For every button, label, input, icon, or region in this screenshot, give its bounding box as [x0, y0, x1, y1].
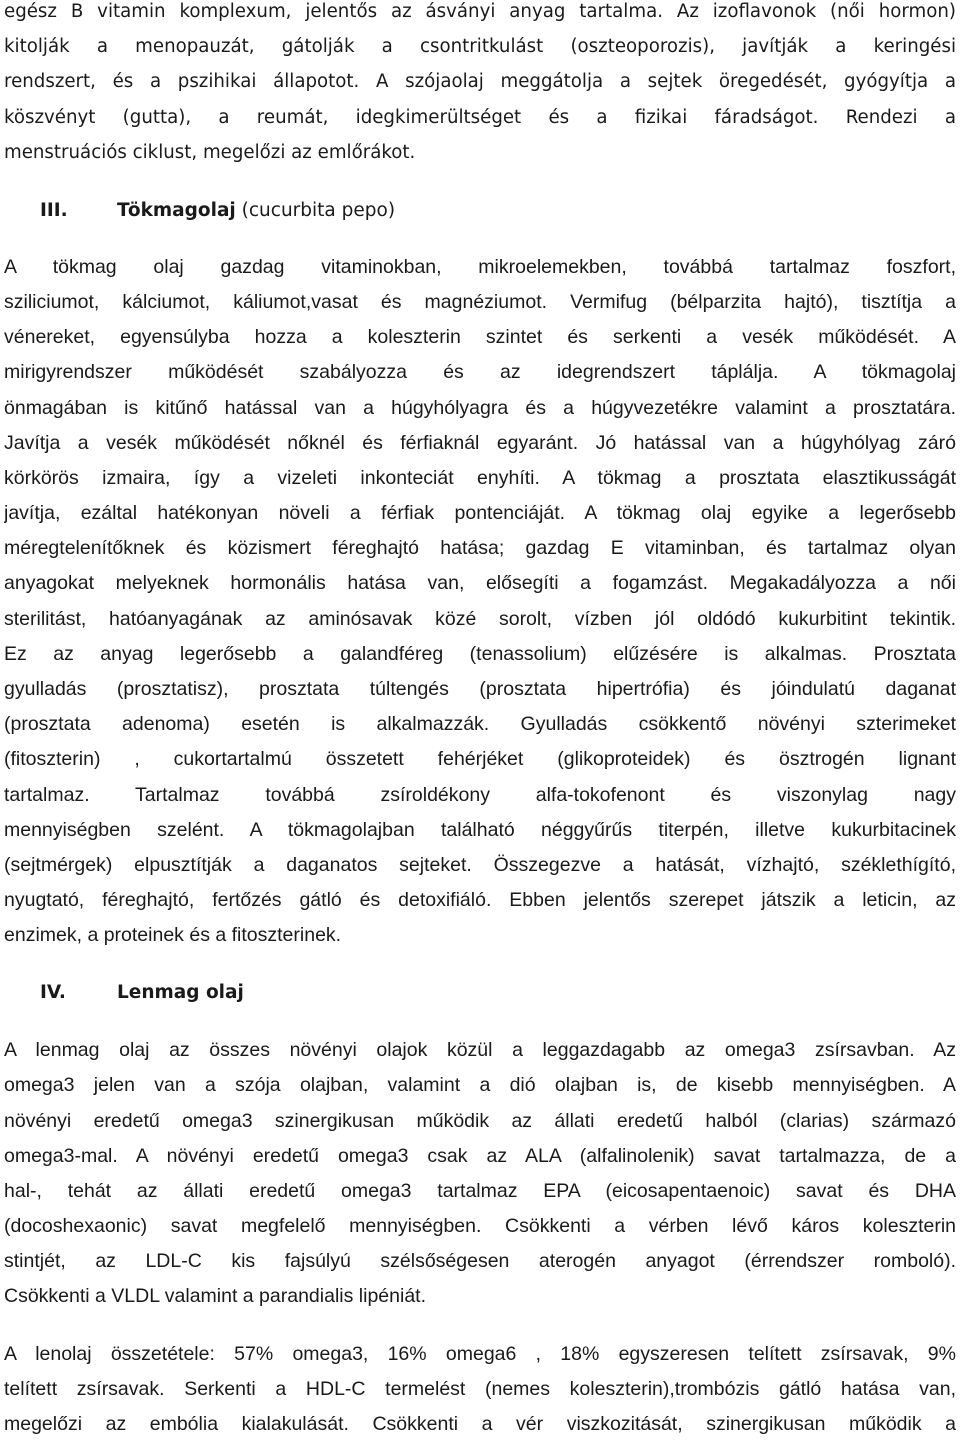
text-line: mennyiségben szelént. A tökmagolajban található néggyűrűs titerpén, illetve kukurbitacinek [4, 819, 956, 841]
section-title-rest: (cucurbita pepo) [235, 200, 396, 221]
text-line: Javítja a vesék működését nőknél és férfiaknál egyaránt. Jó hatással van a húgyhólyag záró [4, 432, 956, 454]
text-line: körkörös izmaira, így a vizeleti inkonteciát enyhíti. A tökmag a prosztata elasztikusságát [4, 467, 956, 489]
text-line: (fitoszterin) , cukortartalmú összetett fehérjéket (glikoproteidek) és ösztrogén lignant [4, 748, 956, 770]
text-line: (docoshexaonic) savat megfelelő mennyiségben. Csökkenti a vérben lévő káros koleszterin [4, 1215, 956, 1237]
text-line: (prosztata adenoma) esetén is alkalmazzák. Gyulladás csökkentő növényi szterimeket [4, 713, 956, 735]
text-line: sterilitást, hatóanyagának az aminósavak közé sorolt, vízben jól oldódó kukurbitint tekintik. [4, 608, 956, 630]
text-line: A lenolaj összetétele: 57% omega3, 16% omega6 , 18% egyszeresen telített zsírsavak, 9% [4, 1343, 956, 1365]
text-line: önmagában is kitűnő hatással van a húgyhólyagra és a húgyvezetékre valamint a prosztatára. [4, 397, 956, 419]
section-title-bold: Tökmagolaj [117, 200, 236, 221]
text-line: rendszert, és a pszihikai állapotot. A szójaolaj meggátolja a sejtek öregedését, gyógyítja a [4, 71, 956, 92]
text-line: (sejtmérgek) elpusztítják a daganatos sejteket. Összegezve a hatását, vízhajtó, széklethígító, [4, 854, 956, 876]
text-line: növényi eredetű omega3 szinergikusan működik az állati eredetű halból (clarias) származó [4, 1110, 956, 1132]
text-line: enzimek, a proteinek és a fitoszterinek. [4, 924, 342, 946]
text-line: anyagokat melyeknek hormonális hatása van, elősegíti a fogamzást. Megakadályozza a női [4, 572, 956, 594]
text-line: Csökkenti a VLDL valamint a parandialis lipéniát. [4, 1285, 427, 1307]
text-line: telített zsírsavak. Serkenti a HDL-C termelést (nemes koleszterin),trombózis gátló hatása van, [4, 1378, 956, 1400]
text-line: A lenmag olaj az összes növényi olajok közül a leggazdagabb az omega3 zsírsavban. Az [4, 1039, 956, 1061]
text-line: tartalmaz. Tartalmaz továbbá zsíroldékony alfa-tokofenont és viszonylag nagy [4, 784, 956, 806]
text-line: megelőzi az embólia kialakulását. Csökkenti a vér viszkozitását, szinergikusan működik a [4, 1413, 956, 1435]
text-line: A tökmag olaj gazdag vitaminokban, mikroelemekben, továbbá tartalmaz foszfort, [4, 256, 956, 278]
section-title-bold: Lenmag olaj [117, 982, 244, 1003]
text-line: javítja, ezáltal hatékonyan növeli a férfiak pontenciáját. A tökmag olaj egyike a legerősebb [4, 502, 956, 524]
section-title [117, 978, 244, 1008]
text-line: sziliciumot, kálciumot, káliumot,vasat és magnéziumot. Vermifug (bélparzita hajtó), tisztítja a [4, 291, 956, 313]
text-line: egész B vitamin komplexum, jelentős az ásványi anyag tartalma. Az izoflavonok (női hormon) [4, 1, 956, 22]
section-number: III. [40, 200, 68, 221]
text-line: köszvényt (gutta), a reumát, idegkimerültséget és a fizikai fáradságot. Rendezi a [4, 107, 956, 128]
text-line: kitolják a menopauzát, gátolják a csontritkulást (oszteoporozis), javítják a keringési [4, 36, 956, 57]
text-line: mirigyrendszer működését szabályozza és az idegrendszert táplálja. A tökmagolaj [4, 361, 956, 383]
text-line: vénereket, egyensúlyba hozza a koleszterin szintet és serkenti a vesék működését. A [4, 326, 956, 348]
text-line: omega3 jelen van a szója olajban, valamint a dió olajban is, de kisebb mennyiségben. A [4, 1074, 956, 1096]
section-title [117, 196, 395, 226]
section-number: IV. [40, 982, 66, 1003]
text-line: nyugtató, féreghajtó, fertőzés gátló és detoxifiáló. Ebben jelentős szerepet játszik a leticin, az [4, 889, 956, 911]
text-line: méregtelenítőknek és közismert féreghajtó hatása; gazdag E vitaminban, és tartalmaz olyan [4, 537, 956, 559]
text-line: Ez az anyag legerősebb a galandféreg (tenassolium) elűzésére is alkalmas. Prosztata [4, 643, 956, 665]
text-line: omega3-mal. A növényi eredetű omega3 csak az ALA (alfalinolenik) savat tartalmazza, de a [4, 1145, 956, 1167]
text-line: stintjét, az LDL-C kis fajsúlyú szélsőségesen aterogén anyagot (érrendszer romboló). [4, 1250, 956, 1272]
text-line: hal-, tehát az állati eredetű omega3 tartalmaz EPA (eicosapentaenoic) savat és DHA [4, 1180, 956, 1202]
text-line: gyulladás (prosztatisz), prosztata túltengés (prosztata hipertrófia) és jóindulatú daganat [4, 678, 956, 700]
text-line: menstruációs ciklust, megelőzi az emlőrákot. [4, 142, 416, 163]
